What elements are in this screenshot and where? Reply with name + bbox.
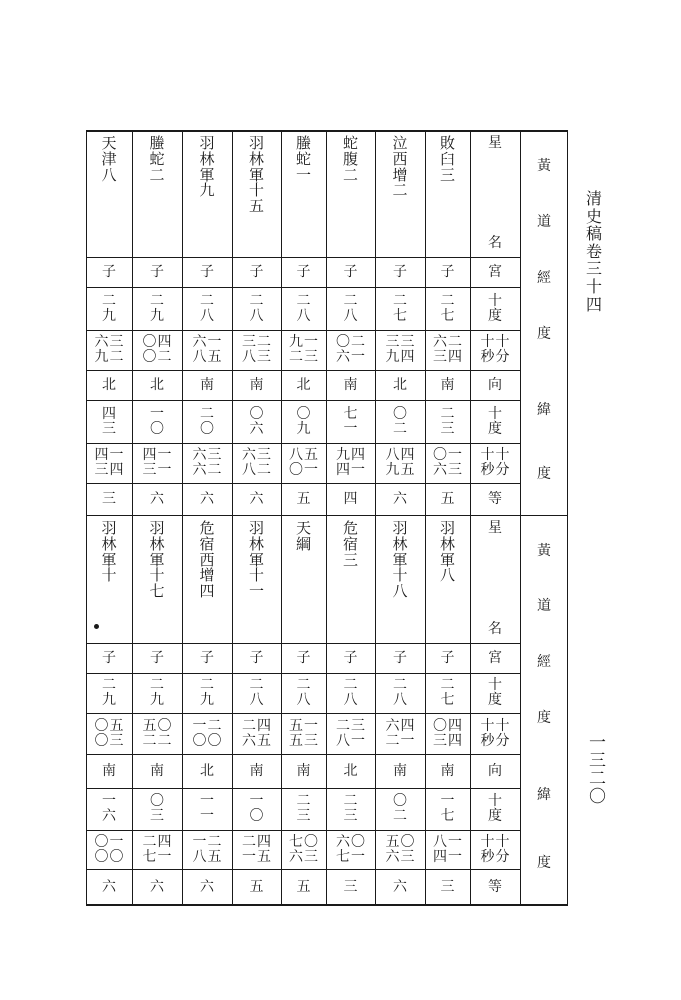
zodiac-palace-cell: 子 [343, 263, 358, 280]
star-name-header: 星 名 [488, 520, 502, 638]
longitude-degree-cell: 二 九 [200, 677, 214, 708]
longitude-degree-cell: 二 八 [296, 292, 311, 324]
degree-header: 十 度 [488, 793, 502, 824]
ecliptic-latitude-heading: 緯 度 [537, 787, 551, 871]
latitude-degree-cell: 〇 九 [296, 405, 311, 437]
longitude-min-sec-cell: 〇 〇 五 三 [94, 717, 124, 749]
zodiac-palace-cell: 子 [343, 649, 358, 666]
longitude-degree-cell: 二 八 [343, 292, 358, 324]
latitude-degree-cell: 四 三 [102, 405, 116, 437]
latitude-min-sec-cell: 四 三 一 四 [94, 447, 124, 478]
latitude-direction-cell: 南 [343, 376, 358, 393]
longitude-degree-cell: 二 八 [393, 677, 407, 708]
longitude-degree-cell: 二 九 [102, 677, 116, 708]
zodiac-palace-cell: 子 [102, 649, 116, 666]
latitude-degree-cell: 一 六 [102, 793, 116, 824]
longitude-min-sec-cell: 〇 三 四 四 [433, 717, 462, 749]
page-number: 一 三 二 〇 [589, 733, 606, 807]
star-name-cell: 蛇 腹 二 [342, 134, 358, 184]
latitude-min-sec-cell: 〇 六 一 三 [433, 447, 462, 478]
latitude-min-sec-cell: 二 一 四 五 [242, 833, 271, 865]
latitude-min-sec-cell: 八 四 一 一 [433, 833, 462, 865]
ecliptic-longitude-heading: 黃 道 經 度 [537, 157, 551, 342]
star-name-cell: 羽 林 軍 十 [101, 519, 117, 585]
star-name-cell: 天 津 八 [101, 134, 117, 184]
latitude-direction-cell: 南 [393, 762, 407, 779]
star-name-cell: 螣 蛇 一 [295, 134, 311, 184]
zodiac-palace-cell: 子 [150, 263, 164, 280]
ecliptic-longitude-heading: 黃 道 經 度 [537, 542, 551, 726]
star-name-cell: 羽 林 軍 十 八 [392, 519, 408, 600]
magnitude-cell: 五 [296, 490, 311, 507]
degree-header: 十 度 [488, 405, 502, 437]
star-name-header: 星 名 [488, 135, 502, 252]
latitude-direction-cell: 南 [249, 762, 264, 779]
latitude-direction-cell: 南 [102, 762, 116, 779]
latitude-min-sec-cell: 八 〇 五 一 [289, 447, 318, 478]
zodiac-palace-cell: 子 [440, 263, 455, 280]
latitude-degree-cell: 七 一 [343, 405, 358, 437]
latitude-min-sec-cell: 八 九 四 五 [385, 447, 415, 478]
palace-header: 宮 [488, 263, 502, 280]
min-sec-header: 十 秒 十 分 [480, 833, 510, 865]
degree-header: 十 度 [488, 677, 502, 708]
latitude-min-sec-cell: 五 六 〇 三 [385, 833, 415, 865]
latitude-degree-cell: 一 〇 [249, 793, 264, 824]
magnitude-cell: 六 [150, 878, 164, 895]
latitude-direction-cell: 南 [440, 376, 455, 393]
latitude-direction-cell: 南 [296, 762, 311, 779]
longitude-degree-cell: 二 八 [200, 292, 214, 324]
magnitude-cell: 三 [343, 878, 358, 895]
latitude-direction-cell: 北 [200, 762, 214, 779]
longitude-degree-cell: 二 八 [249, 292, 264, 324]
latitude-direction-cell: 南 [249, 376, 264, 393]
zodiac-palace-cell: 子 [200, 649, 214, 666]
longitude-min-sec-cell: 五 二 〇 二 [142, 717, 172, 749]
star-name-cell: 羽 林 軍 九 [199, 134, 215, 200]
latitude-degree-cell: 二 三 [343, 793, 358, 824]
zodiac-palace-cell: 子 [200, 263, 214, 280]
zodiac-palace-cell: 子 [393, 649, 407, 666]
magnitude-header: 等 [488, 878, 502, 895]
magnitude-cell: 五 [249, 878, 264, 895]
latitude-direction-cell: 南 [150, 762, 164, 779]
running-title: 清 史 稿 卷 三 十 四 [586, 189, 603, 314]
magnitude-cell: 五 [296, 878, 311, 895]
magnitude-cell: 六 [393, 878, 407, 895]
latitude-min-sec-cell: 六 七 〇 一 [336, 833, 365, 865]
star-name-cell: 羽 林 軍 八 [439, 519, 455, 585]
min-sec-header: 十 秒 十 分 [480, 334, 510, 365]
longitude-min-sec-cell: 二 八 三 一 [336, 717, 365, 749]
longitude-min-sec-cell: 五 五 一 三 [289, 717, 318, 749]
longitude-degree-cell: 二 八 [296, 677, 311, 708]
star-name-cell: 羽 林 軍 十 七 [149, 519, 165, 600]
latitude-min-sec-cell: 六 八 三 二 [242, 447, 271, 478]
magnitude-cell: 四 [343, 490, 358, 507]
magnitude-cell: 三 [440, 878, 455, 895]
star-name-cell: 天 綱 [295, 519, 311, 553]
latitude-min-sec-cell: 六 六 三 二 [192, 447, 222, 478]
magnitude-cell: 六 [393, 490, 407, 507]
latitude-degree-cell: 〇 六 [249, 405, 264, 437]
latitude-direction-cell: 北 [102, 376, 116, 393]
latitude-min-sec-cell: 九 四 四 一 [336, 447, 365, 478]
longitude-degree-cell: 二 七 [440, 292, 455, 324]
longitude-min-sec-cell: 三 八 二 三 [242, 334, 271, 365]
latitude-direction-cell: 南 [200, 376, 214, 393]
palace-header: 宮 [488, 649, 502, 666]
min-sec-header: 十 秒 十 分 [480, 717, 510, 749]
zodiac-palace-cell: 子 [393, 263, 407, 280]
latitude-degree-cell: 二 三 [296, 793, 311, 824]
longitude-min-sec-cell: 六 八 一 五 [192, 334, 222, 365]
star-name-cell: 敗 臼 三 [439, 134, 455, 184]
longitude-degree-cell: 二 九 [150, 677, 164, 708]
longitude-min-sec-cell: 六 二 四 一 [385, 717, 415, 749]
longitude-min-sec-cell: 二 六 四 五 [242, 717, 271, 749]
latitude-min-sec-cell: 一 八 二 五 [192, 833, 222, 865]
longitude-min-sec-cell: 一 〇 二 〇 [192, 717, 222, 749]
latitude-min-sec-cell: 七 六 〇 三 [289, 833, 318, 865]
latitude-degree-cell: 一 七 [440, 793, 455, 824]
star-name-cell: 危 宿 三 [342, 519, 358, 569]
longitude-degree-cell: 二 九 [102, 292, 116, 324]
latitude-direction-cell: 北 [150, 376, 164, 393]
latitude-degree-cell: 〇 二 [393, 793, 407, 824]
ecliptic-latitude-heading: 緯 度 [537, 401, 551, 483]
longitude-degree-cell: 二 八 [343, 677, 358, 708]
longitude-min-sec-cell: 六 九 三 二 [94, 334, 124, 365]
star-name-cell: 螣 蛇 二 [149, 134, 165, 184]
longitude-min-sec-cell: 三 九 三 四 [385, 334, 415, 365]
ink-dot-mark [94, 624, 99, 629]
star-name-cell: 泣 西 增 二 [392, 134, 408, 200]
longitude-degree-cell: 二 八 [249, 677, 264, 708]
longitude-min-sec-cell: 〇 六 二 一 [336, 334, 365, 365]
latitude-min-sec-cell: 四 三 一 一 [142, 447, 172, 478]
magnitude-header: 等 [488, 490, 502, 507]
star-name-cell: 羽 林 軍 十 五 [248, 134, 264, 215]
longitude-degree-cell: 二 九 [150, 292, 164, 324]
zodiac-palace-cell: 子 [296, 649, 311, 666]
zodiac-palace-cell: 子 [150, 649, 164, 666]
min-sec-header: 十 秒 十 分 [480, 447, 510, 478]
longitude-degree-cell: 二 七 [440, 677, 455, 708]
longitude-min-sec-cell: 六 三 二 四 [433, 334, 462, 365]
latitude-degree-cell: 二 〇 [200, 405, 214, 437]
latitude-direction-cell: 北 [393, 376, 407, 393]
latitude-min-sec-cell: 〇 〇 一 〇 [94, 833, 124, 865]
latitude-degree-cell: 〇 三 [150, 793, 164, 824]
star-name-cell: 危 宿 西 增 四 [199, 519, 215, 600]
latitude-degree-cell: 二 三 [440, 405, 455, 437]
magnitude-cell: 六 [200, 490, 214, 507]
longitude-min-sec-cell: 九 二 一 三 [289, 334, 318, 365]
magnitude-cell: 六 [249, 490, 264, 507]
degree-header: 十 度 [488, 292, 502, 324]
longitude-degree-cell: 二 七 [393, 292, 407, 324]
zodiac-palace-cell: 子 [249, 263, 264, 280]
direction-header: 向 [488, 376, 502, 393]
magnitude-cell: 六 [102, 878, 116, 895]
magnitude-cell: 六 [150, 490, 164, 507]
magnitude-cell: 三 [102, 490, 116, 507]
longitude-min-sec-cell: 〇 〇 四 二 [142, 334, 172, 365]
star-name-cell: 羽 林 軍 十 一 [248, 519, 264, 600]
zodiac-palace-cell: 子 [102, 263, 116, 280]
zodiac-palace-cell: 子 [249, 649, 264, 666]
magnitude-cell: 五 [440, 490, 455, 507]
latitude-direction-cell: 南 [440, 762, 455, 779]
zodiac-palace-cell: 子 [440, 649, 455, 666]
direction-header: 向 [488, 762, 502, 779]
latitude-degree-cell: 一 一 [200, 793, 214, 824]
magnitude-cell: 六 [200, 878, 214, 895]
latitude-direction-cell: 北 [343, 762, 358, 779]
latitude-degree-cell: 〇 二 [393, 405, 407, 437]
zodiac-palace-cell: 子 [296, 263, 311, 280]
latitude-direction-cell: 北 [296, 376, 311, 393]
latitude-min-sec-cell: 二 七 四 一 [142, 833, 172, 865]
latitude-degree-cell: 一 〇 [150, 405, 164, 437]
